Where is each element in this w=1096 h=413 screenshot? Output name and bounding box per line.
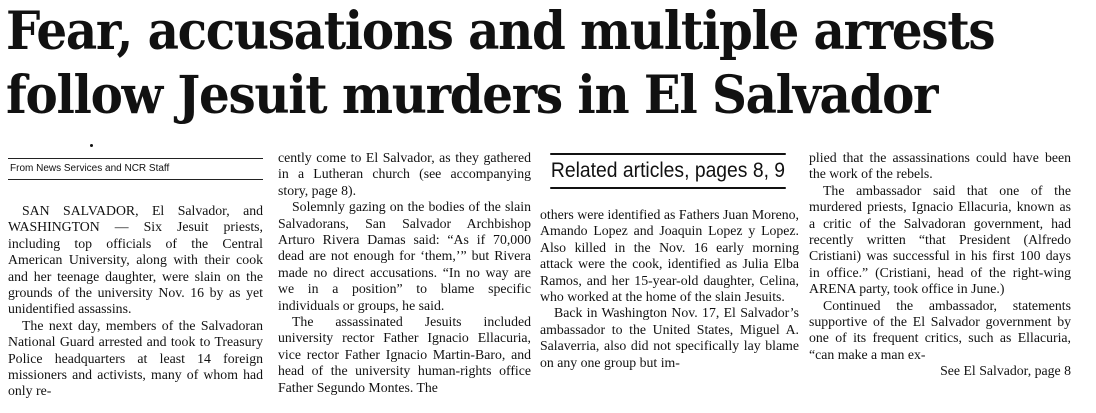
byline: From News Services and NCR Staff [8, 158, 263, 180]
paragraph: plied that the assassinations could have been the work of the rebels. [809, 150, 1071, 182]
paragraph: SAN SALVADOR, El Salvador, and WASHINGTON — Six Jesuit priests, including top officials of the Central American University, along with their cook and her teenage daughter, were slain on the grounds of the university Nov. 16 by as yet unidentified assassins. [8, 203, 263, 317]
paragraph: Solemnly gazing on the bodies of the slain Salvadorans, San Salvador Archbishop Arturo Rivera Damas said: “As if 70,000 dead are not enough for ‘them,’” but Rivera made no direct accusations. “In no way are we in a position” to blame specific individuals or groups, he said. [278, 199, 531, 313]
decorative-dot [90, 144, 93, 147]
headline-line-2: follow Jesuit murders in El Salvador [6, 65, 938, 126]
column-4 [809, 150, 1071, 380]
column-3 [540, 207, 799, 371]
paragraph: Continued the ambassador, statements supportive of the El Salvador government by one of its frequent critics, such as Ellacuria, “can make a man ex- [809, 297, 1071, 362]
related-articles-box: Related articles, pages 8, 9 [550, 153, 786, 189]
jump-line: See El Salvador, page 8 [940, 363, 1071, 379]
column-2 [278, 150, 531, 396]
paragraph: cently come to El Salvador, as they gathered in a Lutheran church (see accompanying story, page 8). [278, 150, 531, 198]
paragraph: others were identified as Fathers Juan Moreno, Amando Lopez and Joaquin Lopez y Lopez. Also killed in the Nov. 16 early morning attack were the cook, identified as Julia Elba Ramos, and her 15-year-old daughter, Celina, who worked at the home of the slain Jesuits. [540, 207, 799, 305]
paragraph: The next day, members of the Salvadoran National Guard arrested and took to Treasury Police headquarters at least 14 foreign missioners and activists, many of whom had only re- [8, 317, 263, 399]
paragraph: Back in Washington Nov. 17, El Salvador’s ambassador to the United States, Miguel A. Salaverria, also did not specifically lay blame on any one group but im- [540, 305, 799, 370]
paragraph: The assassinated Jesuits included university rector Father Ignacio Ellacuria, vice rector Father Ignacio Martin-Baro, and head of the university human-rights office Father Segundo Montes. The [278, 314, 531, 395]
headline [6, 0, 1014, 128]
column-1 [8, 158, 263, 400]
headline-line-1: Fear, accusations and multiple arrests [6, 1, 995, 62]
paragraph: The ambassador said that one of the murdered priests, Ignacio Ellacuria, known as a critic of the Salvadoran government, had recently written “that President (Alfredo Cristiani) was successful in his first 100 days in office.” (Cristiani, head of the right-wing ARENA party, took office in June.) [809, 182, 1071, 297]
